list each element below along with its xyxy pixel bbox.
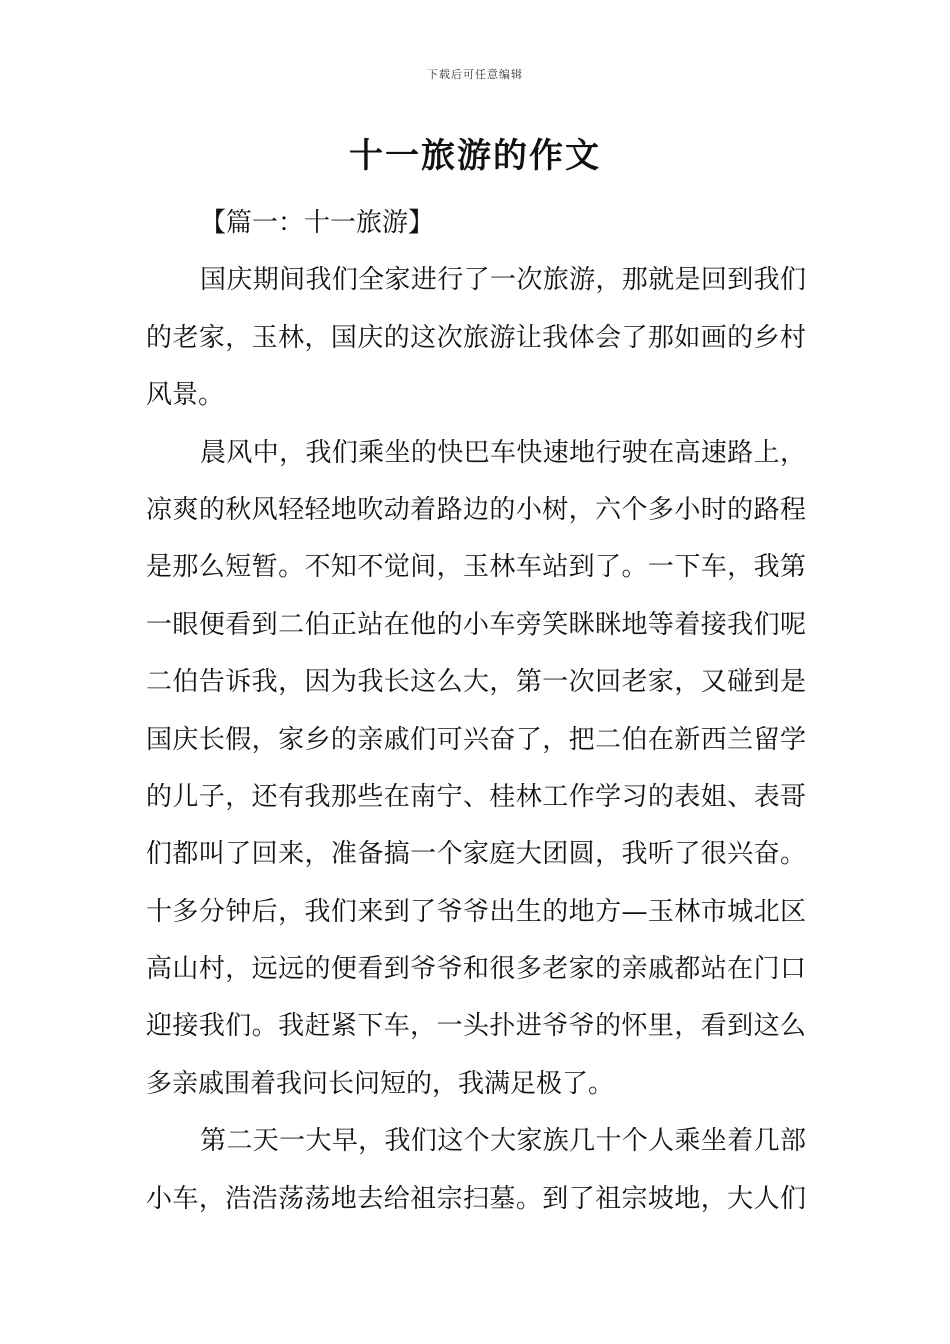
- paragraph-line: 二伯告诉我，因为我长这么大，第一次回老家，又碰到是: [146, 667, 806, 698]
- paragraph-line: 的儿子，还有我那些在南宁、桂林工作学习的表姐、表哥: [146, 781, 806, 812]
- paragraph-line: 凉爽的秋风轻轻地吹动着路边的小树，六个多小时的路程: [146, 494, 806, 525]
- paragraph-line: 晨风中，我们乘坐的快巴车快速地行驶在高速路上，: [200, 437, 806, 468]
- paragraph-line: 迎接我们。我赶紧下车，一头扑进爷爷的怀里，看到这么: [146, 1011, 806, 1042]
- paragraph-line: 国庆期间我们全家进行了一次旅游，那就是回到我们: [200, 265, 806, 296]
- paragraph-line: 是那么短暂。不知不觉间，玉林车站到了。一下车，我第: [146, 552, 806, 583]
- paragraph-line: 一眼便看到二伯正站在他的小车旁笑眯眯地等着接我们呢: [146, 609, 806, 640]
- paragraph-1: [146, 252, 806, 424]
- document-title: 十一旅游的作文: [349, 136, 601, 176]
- paragraph-line: 十多分钟后，我们来到了爷爷出生的地方—玉林市城北区: [146, 896, 806, 927]
- paragraph-3: [146, 1113, 806, 1228]
- paragraph-2: [146, 425, 806, 1114]
- paragraph-line: 多亲戚围着我问长问短的，我满足极了。: [146, 1068, 615, 1099]
- paragraph-line: 第二天一大早，我们这个大家族几十个人乘坐着几部: [200, 1126, 806, 1157]
- paragraph-line: 小车，浩浩荡荡地去给祖宗扫墓。到了祖宗坡地，大人们: [146, 1183, 806, 1214]
- header-note: 下载后可任意编辑: [427, 68, 523, 81]
- paragraph-line: 高山村，远远的便看到爷爷和很多老家的亲戚都站在门口: [146, 954, 806, 985]
- paragraph-line: 的老家，玉林，国庆的这次旅游让我体会了那如画的乡村: [146, 322, 806, 353]
- paragraph-line: 们都叫了回来，准备搞一个家庭大团圆，我听了很兴奋。: [146, 839, 806, 870]
- section-heading: 【篇一：十一旅游】: [200, 208, 435, 238]
- paragraph-line: 国庆长假，家乡的亲戚们可兴奋了，把二伯在新西兰留学: [146, 724, 806, 755]
- paragraph-line: 风景。: [146, 380, 225, 411]
- document-body: [146, 195, 806, 1228]
